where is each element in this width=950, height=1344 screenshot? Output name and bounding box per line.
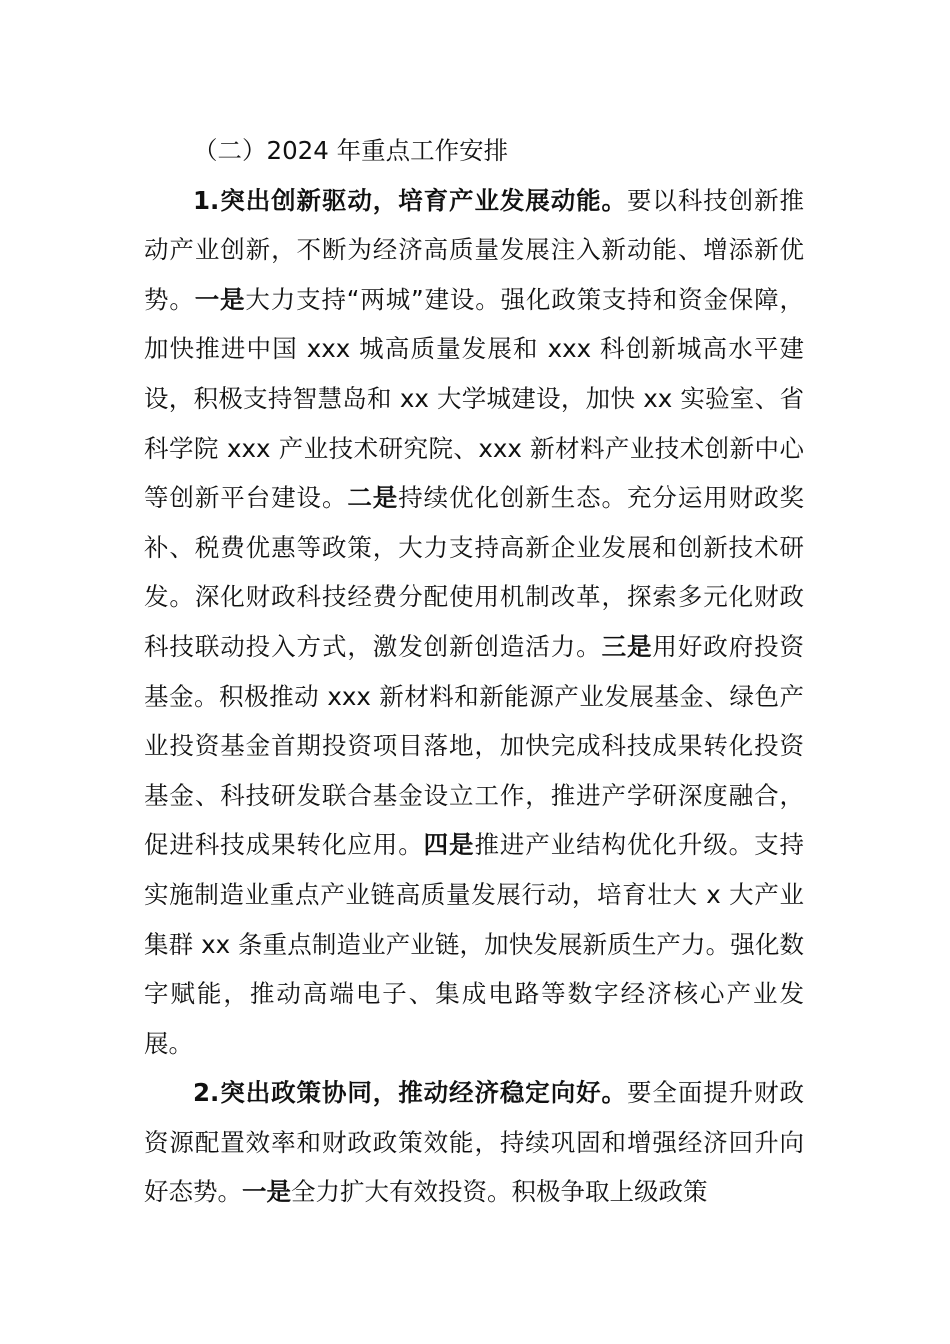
paragraph-innovation xyxy=(144,176,804,1069)
document-body xyxy=(144,126,804,1217)
point-marker: 二是 xyxy=(347,483,399,513)
paragraph-text: 大力支持“两城”建设。强化政策支持和资金保障，加快推进中国 xxx 城高质量发展和 xxx 科创新城高水平建设，积极支持智慧岛和 xx 大学城建设，加快 xx 实验室、省科学院 xxx 产业技术研究院、xxx 新材料产业技术创新中心等创新平台建设。 xyxy=(144,284,804,513)
point-marker: 四是 xyxy=(423,830,475,860)
paragraph-text: 推进产业结构优化升级。支持实施制造业重点产业链高质量发展行动，培育壮大 x 大产业集群 xx 条重点制造业产业链，加快发展新质生产力。强化数字赋能，推动高端电子、集成电路等数字经济核心产业发展。 xyxy=(144,830,805,1058)
point-marker: 一是 xyxy=(194,284,246,314)
paragraph-text: 用好政府投资基金。积极推动 xxx 新材料和新能源产业发展基金、绿色产业投资基金首期投资项目落地，加快完成科技成果转化投资基金、科技研发联合基金设立工作，推进产学研深度融合，促进科技成果转化应用。 xyxy=(144,631,805,860)
paragraph-lead-heading: 1.突出创新驱动，培育产业发展动能。 xyxy=(193,185,627,215)
section-heading-text: （二）2024 年重点工作安排 xyxy=(193,136,509,165)
section-heading xyxy=(144,126,804,176)
paragraph-text: 要全面提升财政资源配置效率和财政政策效能，持续巩固和增强经济回升向好态势。 xyxy=(144,1078,804,1207)
paragraph-lead-heading: 2.突出政策协同，推动经济稳定向好。 xyxy=(193,1078,627,1108)
paragraph-text: 持续优化创新生态。充分运用财政奖补、税费优惠等政策，大力支持高新企业发展和创新技术研发。深化财政科技经费分配使用机制改革，探索多元化财政科技联动投入方式，激发创新创造活力。 xyxy=(144,483,805,661)
point-marker: 一是 xyxy=(242,1177,291,1207)
paragraph-text: 全力扩大有效投资。积极争取上级政策 xyxy=(291,1177,708,1207)
point-marker: 三是 xyxy=(601,631,653,661)
paragraph-text: 要以科技创新推动产业创新，不断为经济高质量发展注入新动能、增添新优势。 xyxy=(144,185,804,314)
paragraph-policy xyxy=(144,1068,804,1217)
